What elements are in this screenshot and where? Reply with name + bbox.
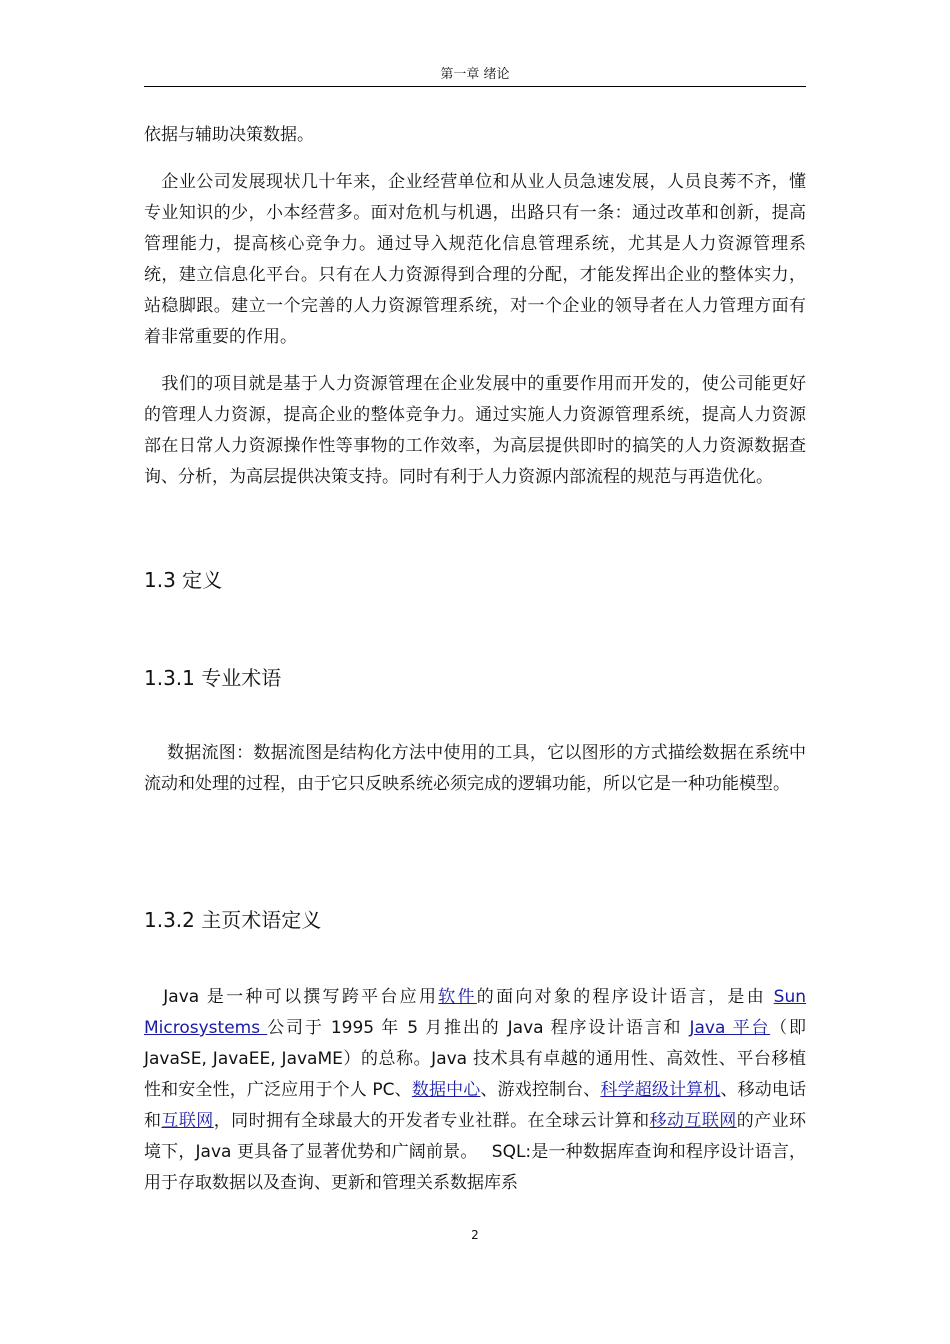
link-mobile-internet[interactable]: 移动互联网 <box>649 1111 737 1131</box>
link-software[interactable]: 软件 <box>438 987 477 1007</box>
page-header <box>144 64 806 87</box>
link-supercomputer[interactable]: 科学超级计算机 <box>600 1080 721 1100</box>
link-sun-microsystems[interactable]: Sun Microsystems <box>144 987 807 1038</box>
paragraph-company-status: 企业公司发展现状几十年来，企业经营单位和从业人员急速发展，人员良莠不齐，懂专业知识的少，小本经营多。面对危机与机遇，出路只有一条：通过改革和创新，提高管理能力，提高核心竞争力。通过导入规范化信息管理系统，尤其是人力资源管理系统，建立信息化平台。只有在人力资源得到合理的分配，才能发挥出企业的整体实力，站稳脚跟。建立一个完善的人力资源管理系统，对一个企业的领导者在人力管理方面有着非常重要的作用。 <box>144 172 806 347</box>
heading-1-3-2: 1.3.2 主页术语定义 <box>144 908 322 932</box>
paragraph-data-flow-diagram: 数据流图：数据流图是结构化方法中使用的工具，它以图形的方式描绘数据在系统中流动和处理的过程，由于它只反映系统必须完成的逻辑功能，所以它是一种功能模型。 <box>144 743 806 794</box>
java-text-2: 的面向对象的程序设计语言，是由 <box>476 987 774 1007</box>
chapter-title: 第一章 绪论 <box>440 67 510 82</box>
java-text-1: Java 是一种可以撰写跨平台应用 <box>144 987 439 1007</box>
heading-1-3: 1.3 定义 <box>144 568 223 592</box>
paragraph-project-purpose: 我们的项目就是基于人力资源管理在企业发展中的重要作用而开发的，使公司能更好的管理人力资源，提高企业的整体竞争力。通过实施人力资源管理系统，提高人力资源部在日常人力资源操作性等事物的工作效率，为高层提供即时的搞笑的人力资源数据查询、分析，为高层提供决策支持。同时有利于人力资源内部流程的规范与再造优化。 <box>144 374 806 487</box>
link-data-center[interactable]: 数据中心 <box>411 1080 481 1100</box>
heading-1-3-1: 1.3.1 专业术语 <box>144 666 282 690</box>
page-footer <box>0 1226 950 1244</box>
java-text-8: 的产业环境下，Java 更具备了显著优势和广阔前景。 SQL:是一种数据库查询和程序设计语言，用于存取数据以及查询、更新和管理关系数据库系 <box>144 1111 807 1193</box>
paragraph-continuation: 依据与辅助决策数据。 <box>144 125 314 145</box>
java-text-7: ，同时拥有全球最大的开发者专业社群。在全球云计算和 <box>213 1111 650 1131</box>
paragraph-java-sql <box>144 982 806 1199</box>
link-java-platform[interactable]: Java 平台 <box>689 1018 771 1038</box>
java-text-6: 、移动电话和 <box>144 1080 807 1131</box>
java-text-3: 公司于 1995 年 5 月推出的 Java 程序设计语言和 <box>267 1018 690 1038</box>
java-text-5: 、游戏控制台、 <box>480 1080 601 1100</box>
page-number: 2 <box>471 1228 479 1242</box>
link-internet[interactable]: 互联网 <box>161 1111 214 1131</box>
java-text-4: （即 JavaSE, JavaEE, JavaME）的总称。Java 技术具有卓越的通用性、高效性、平台移植性和安全性，广泛应用于个人 PC、 <box>144 1018 806 1100</box>
